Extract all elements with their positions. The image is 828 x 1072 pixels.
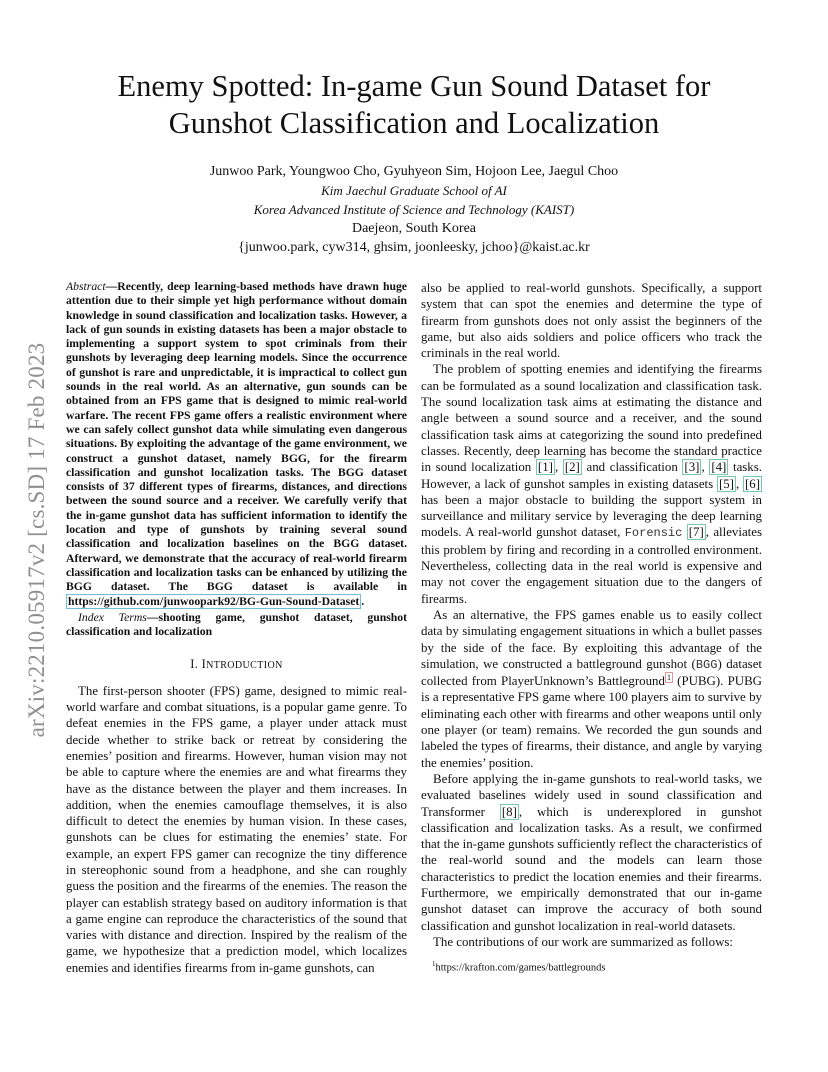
intro-paragraph-1: The first-person shooter (FPS) game, designed to mimic real-world warfare and combat situations, is a popular game genre. To defeat enemies in the FPS game, a player under attack must decide whether to strike back or retreat by considering the enemies’ position and firearms. However, human vision may not be able to capture where the enemies are and what firearms they have as the distance between the player and them increases. In addition, when the enemies camouflage themselves, it is also difficult to detect the enemies by human vision. In these cases, gunshots can be clues for estimating the enemies’ state. For example, an expert FPS gamer can recognize the tiny difference in stereophonic sound from a headphone, and she can roughly guess the position and the firearms of the enemies. The reason the player can establish strategy based on auditory information is that a game engine can reproduce the characteristics of the sound that varies with distance and direction. Inspired by the realism of the game, we hypothesize that a prediction model, which localizes enemies and identifies firearms from in-game gunshots, can <box>66 683 407 975</box>
citation-link[interactable]: [4] <box>711 460 727 475</box>
citation-link[interactable]: [1] <box>537 460 553 475</box>
intro-paragraph-3: As an alternative, the FPS games enable us to easily collect data by simulating engagement situations in which a bullet passes by the side of the face. By exploiting this advantage of the simulation, we constructed a battleground gunshot (BGG) dataset collected from PlayerUnknown’s Battleground $^1$ (PUBG). PUBG is a representative FPS game where 100 players aim to survive by eliminating each other with firearms and other weapons until only one player (or team) remains. We recorded the gun sounds and labeled the types of firearms, their distance, and angle by varying the enemies’ position. <box>421 607 762 770</box>
right-column <box>421 280 762 950</box>
abstract-text: Recently, deep learning-based methods have drawn huge attention due to their simple yet high performance without domain knowledge in sound classification and localization tasks. However, a lack of gun sounds in existing datasets has been a major obstacle to implementing a support system to spot criminals from their gunshots by leveraging deep learning models. Since the occurrence of gunshot is rare and unpredictable, it is impractical to collect gun sounds in the real world. As an alternative, gun sounds can be obtained from an FPS game that is designed to mimic real-world warfare. The recent FPS game offers a realistic environment where we can safely collect gunshot data while simulating even dangerous situations. By exploiting the advantage of the game environment, we construct a gunshot dataset, namely BGG, for the firearm classification and gunshot localization tasks. The BGG dataset consists of 37 different types of firearms, distances, and directions between the sound source and a receiver. We carefully verify that the in-game gunshot data has sufficient information to identify the location and type of gunshots by training several sound classification and localization baselines on the BGG dataset. Afterward, we demonstrate that the accuracy of real-world firearm classification and localization tasks can be enhanced by utilizing the BGG dataset. The BGG dataset is available in <box>66 280 407 594</box>
abstract: Abstract—Recently, deep learning-based methods have drawn huge attention due to their simple yet high performance without domain knowledge in sound classification and localization tasks. However, a lack of gun sounds in existing datasets has been a major obstacle to implementing a support system to spot criminals from their gunshots by leveraging deep learning models. Since the occurrence of gunshot is rare and unpredictable, it is impractical to collect gun sounds in the real world. As an alternative, gun sounds can be obtained from an FPS game that is designed to mimic real-world warfare. The recent FPS game offers a realistic environment where we can safely collect gunshot data while simulating even dangerous situations. By exploiting the advantage of the game environment, we construct a gunshot dataset, namely BGG, for the firearm classification and gunshot localization tasks. The BGG dataset consists of 37 different types of firearms, distances, and directions between the sound source and a receiver. We carefully verify that the in-game gunshot data has sufficient information to identify the location and type of gunshots by training several sound classification and localization baselines on the BGG dataset. Afterward, we demonstrate that the accuracy of real-world firearm classification and localization tasks can be enhanced by utilizing the BGG dataset. The BGG dataset is available in https://github.com/junwoopark92/BG-Gun-Sound-Dataset . <box>66 280 407 608</box>
citation-link[interactable]: [7] <box>688 525 704 540</box>
author-emails: {junwoo.park, cyw314, ghsim, joonleesky, jchoo}@kaist.ac.kr <box>238 240 590 255</box>
intro-paragraph-4: Before applying the in-game gunshots to real-world tasks, we evaluated baselines widely used in sound classification and Transformer [8] , which is underexplored in gunshot classification and localization tasks. As a result, we confirmed that the in-game gunshots sufficiently reflect the characteristics of the real-world sound and the models can learn those characteristics to predict the location enemies and their firearms. Furthermore, we empirically demonstrated that our in-game gunshot dataset can improve the accuracy of both sound classification and gunshot localization in real-world datasets. <box>421 771 762 933</box>
footnote <box>432 960 606 974</box>
intro-paragraph-continued: also be applied to real-world gunshots. Specifically, a support system that can spot the enemies and determine the type of firearm from gunshots does not only assist the beginners of the game, but also aids soldiers and police officers who track the criminals in the real world. <box>421 281 762 361</box>
dataset-url-link[interactable]: https://github.com/junwoopark92/BG-Gun-Sound-Dataset <box>68 594 360 608</box>
title-line-2: Gunshot Classification and Localization <box>168 106 660 140</box>
title-line-1: Enemy Spotted: In-game Gun Sound Dataset for <box>117 69 711 103</box>
intro-paragraph-2: The problem of spotting enemies and identifying the firearms can be formulated as a sound localization and classification task. The sound localization task aims at estimating the distance and angle between a sound source and a receiver, and the sound classification task aims at categorizing the sound into predefined classes. Recently, deep learning has become the standard practice in sound localization [1] , [2] and classification [3] , [4] tasks. However, a lack of gunshot samples in existing datasets [5] , [6] has been a major obstacle to building the support system in surveillance and military service by leveraging the deep learning models. A real-world gunshot dataset, Forensic [7] , alleviates this problem by firing and recording in a controlled environment. Nevertheless, collecting data in the real world is expensive and may not cover the engagement situation due to the dangers of firearms. <box>421 362 762 606</box>
left-column <box>66 280 407 976</box>
index-terms-label: Index Terms <box>78 610 147 624</box>
paper-title <box>60 68 768 142</box>
dataset-name-forensic: Forensic <box>624 526 683 541</box>
citation-link[interactable]: [8] <box>501 804 517 819</box>
index-terms-text: shooting game, gunshot dataset, gunshot classification and localization <box>66 610 408 639</box>
author-institute: Korea Advanced Institute of Science and Technology (KAIST) <box>253 202 575 217</box>
abstract-label: Abstract <box>66 280 106 293</box>
footnote-url[interactable]: https://krafton.com/games/battlegrounds <box>435 962 606 974</box>
author-block <box>140 162 688 257</box>
author-location: Daejeon, South Korea <box>351 221 477 236</box>
section-heading-introduction: I. INTRODUCTION <box>190 657 283 672</box>
index-terms: Index Terms—shooting game, gunshot dataset, gunshot classification and localization <box>66 610 408 639</box>
citation-link[interactable]: [2] <box>564 460 580 475</box>
arxiv-identifier: arXiv:2210.05917v2 [cs.SD] 17 Feb 2023 <box>24 342 49 738</box>
citation-link[interactable]: [6] <box>744 476 761 491</box>
citation-link[interactable]: [5] <box>718 476 734 491</box>
arxiv-side-stamp <box>14 290 60 790</box>
dataset-name-bgg: BGG <box>695 657 718 672</box>
footnote-mark: 1 <box>432 960 436 968</box>
intro-paragraph-5: The contributions of our work are summarized as follows: <box>433 934 733 949</box>
author-names: Junwoo Park, Youngwoo Cho, Gyuhyeon Sim, Hojoon Lee, Jaegul Choo <box>209 164 619 179</box>
author-school: Kim Jaechul Graduate School of AI <box>321 183 507 198</box>
footnote-ref-link[interactable]: 1 <box>666 672 671 682</box>
citation-link[interactable]: [3] <box>684 460 700 475</box>
